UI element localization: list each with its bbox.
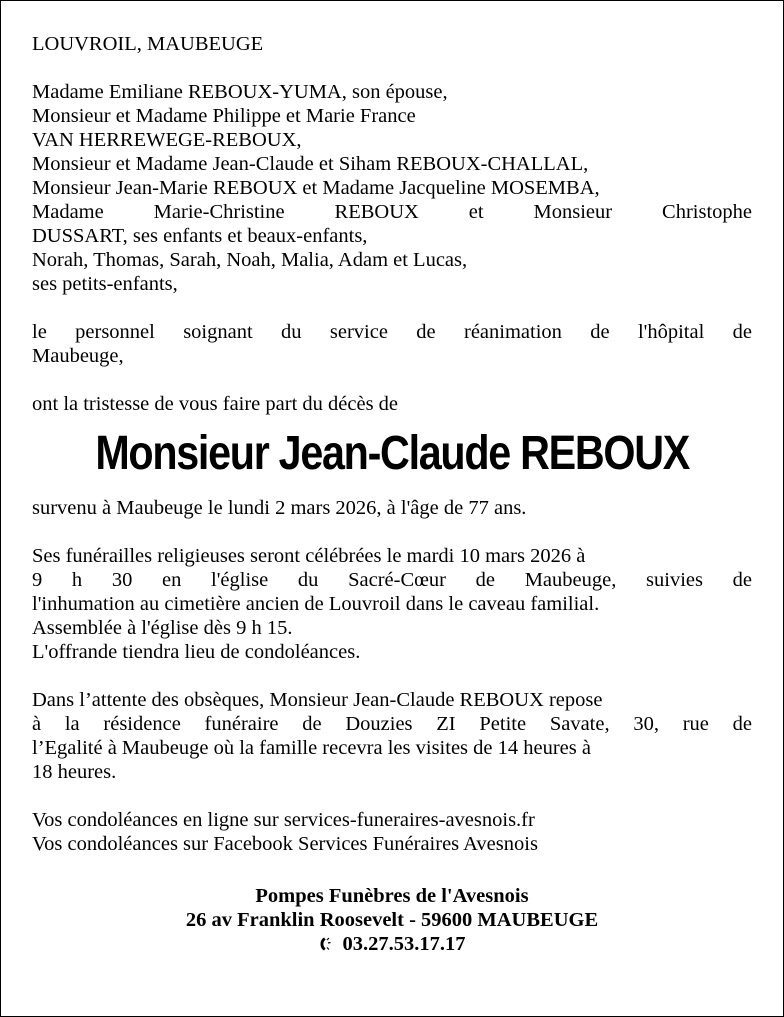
condolences-info [32,808,752,856]
funeral-details [32,544,752,664]
family-line: Monsieur et Madame Philippe et Marie France [32,105,416,127]
staff-mention [32,320,752,368]
funeral-line: Assemblée à l'église dès 9 h 15. [32,617,293,639]
funeral-line: Ses funérailles religieuses seront célébrées le mardi 10 mars 2026 à [32,545,586,567]
visitation-line: l’Egalité à Maubeuge où la famille recevra les visites de 14 heures à [32,737,591,759]
family-line: Monsieur et Madame Jean-Claude et Siham REBOUX-CHALLAL, [32,153,589,175]
funeral-home-address: 26 av Franklin Roosevelt - 59600 MAUBEUGE [185,909,599,931]
funeral-home-block [32,884,752,956]
death-details: survenu à Maubeuge le lundi 2 mars 2026, à l'âge de 77 ans. [32,497,527,519]
phone-number: 03.27.53.17.17 [342,933,466,955]
obituary-notice [32,32,752,956]
funeral-line: l'inhumation au cimetière ancien de Louvroil dans le caveau familial. [32,593,600,615]
family-list [32,80,752,296]
family-line: Monsieur Jean-Marie REBOUX et Madame Jacqueline MOSEMBA, [32,177,600,199]
visitation-line: 18 heures. [32,761,117,783]
phone-icon [319,936,335,952]
condolences-line: Vos condoléances sur Facebook Services Funéraires Avesnois [32,833,538,855]
family-line: Madame Marie-Christine REBOUX et Monsieur Christophe [32,201,752,223]
deceased-name: Monsieur Jean-Claude REBOUX [95,427,689,480]
family-line: DUSSART, ses enfants et beaux-enfants, [32,225,368,247]
funeral-line: 9 h 30 en l'église du Sacré-Cœur de Maubeuge, suivies de [32,569,752,591]
family-line: ses petits-enfants, [32,273,178,295]
funeral-line: L'offrande tiendra lieu de condoléances. [32,641,361,663]
funeral-home-name: Pompes Funèbres de l'Avesnois [255,885,529,907]
visitation-line: à la résidence funéraire de Douzies ZI Petite Savate, 30, rue de [32,713,752,735]
staff-line: le personnel soignant du service de réanimation de l'hôpital de [32,321,752,343]
condolences-line: Vos condoléances en ligne sur services-funeraires-avesnois.fr [32,809,535,831]
visitation-details [32,688,752,784]
family-line: Norah, Thomas, Sarah, Noah, Malia, Adam et Lucas, [32,249,468,271]
staff-line: Maubeuge, [32,345,124,367]
family-line: VAN HERREWEGE-REBOUX, [32,129,302,151]
announcement-text: ont la tristesse de vous faire part du décès de [32,393,399,415]
location-header: LOUVROIL, MAUBEUGE [32,33,264,55]
funeral-home-phone-row [32,932,752,956]
visitation-line: Dans l’attente des obsèques, Monsieur Jean-Claude REBOUX repose [32,689,603,711]
family-line: Madame Emiliane REBOUX-YUMA, son épouse, [32,81,448,103]
